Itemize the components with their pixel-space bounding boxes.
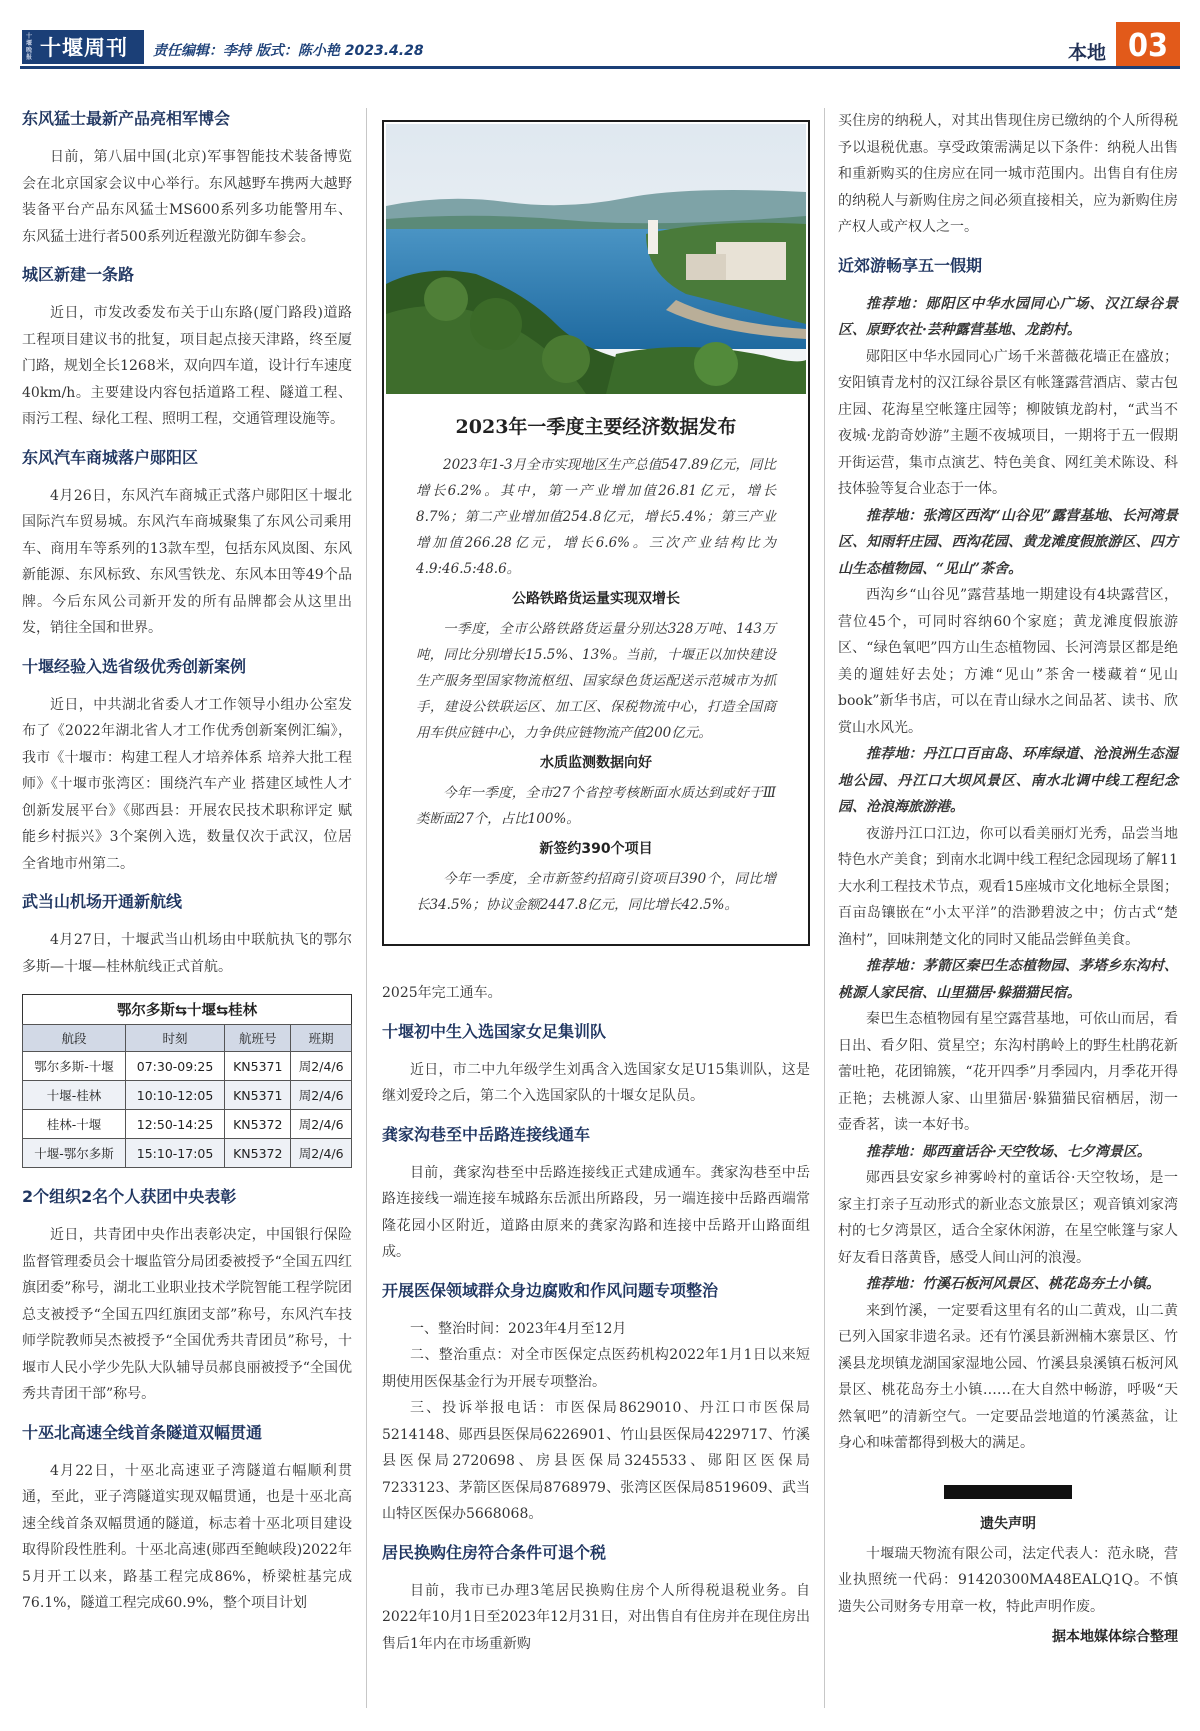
table-cell: 桂林-十堰 [23,1110,126,1139]
article-body: 4月22日，十巫北高速亚子湾隧道右幅顺利贯通，至此，亚子湾隧道实现双幅贯通，也是十巫北高速全线首条双幅贯通的隧道，标志着十巫北项目建设取得阶段性胜利。十巫北高速(郧西至鲍峡段)2022年5月开工以来，路基工程完成86%，桥梁桩基完成76.1%，隧道工程完成60.9%，整个项目计划 [22,1462,352,1611]
article-title: 十巫北高速全线首条隧道双幅贯通 [22,1422,263,1442]
table-cell: 12:50-14:25 [125,1110,224,1139]
article-body: 一、整治时间：2023年4月至12月 [410,1320,627,1337]
article-body: 近日，市发改委发布关于山东路(厦门路段)道路工程项目建议书的批复，项目起点接天津路，终至厦门路，规划全长1268米，双向四车道，设计行车速度40km/h。主要建设内容包括道路工程、隧道工程、雨污工程、绿化工程、照明工程，交通管理设施等。 [22,305,352,427]
recommendation-line: 推荐地：茅箭区秦巴生态植物园、茅塔乡东沟村、桃源人家民宿、山里猫居·躲猫猫民宿。 [838,958,1178,1001]
table-row [23,1081,352,1110]
notice-title: 遗失声明 [980,1515,1036,1532]
table-cell: 周2/4/6 [291,1052,352,1081]
feature-subtitle: 新签约390个项目 [539,841,653,857]
recommendation-line: 推荐地：丹江口百亩岛、环库绿道、沧浪洲生态湿地公园、丹江口大坝风景区、南水北调中线工程纪念园、沧浪海旅游港。 [838,746,1178,815]
article-body: 来到竹溪，一定要看这里有名的山二黄戏，山二黄已列入国家非遗名录。还有竹溪县新洲楠木寨景区、竹溪县龙坝镇龙湖国家湿地公园、竹溪县泉溪镇石板河风景区、桃花岛夯土小镇……在大自然中畅游，呼吸“天然氧吧”的清新空气。一定要品尝地道的竹溪蒸盆，让身心和味蕾都得到极大的满足。 [838,1302,1178,1451]
article-body: 日前，第八届中国(北京)军事智能技术装备博览会在北京国家会议中心举行。东风越野车携两大越野装备平台产品东风猛士MS600系列多功能警用车、东风猛士进行者500系列近程激光防御车参会。 [22,149,352,245]
article-title: 开展医保领域群众身边腐败和作风问题专项整治 [382,1280,719,1300]
lake-landscape-photo [386,124,806,394]
article-title: 近郊游畅享五一假期 [838,255,983,275]
article-body: 近日，共青团中央作出表彰决定，中国银行保险监督管理委员会十堰监管分局团委被授予“全国五四红旗团委”称号，湖北工业职业技术学院智能工程学院团总支被授予“全国五四红旗团支部”称号，东风汽车技师学院教师吴杰被授予“全国优秀共青团员”称号，十堰市人民小学少先队大队辅导员郝良丽被授予“全国优秀共青团干部”称号。 [22,1227,352,1402]
table-header: 航班号 [225,1025,291,1052]
article-continued: 2025年完工通车。 [382,985,502,1001]
article-title: 龚家沟巷至中岳路连接线通车 [382,1124,591,1144]
table-cell: 周2/4/6 [291,1110,352,1139]
article-body: 郧西县安家乡神雾岭村的童话谷·天空牧场，是一家主打亲子互动形式的新业态文旅景区；观音镇刘家湾村的七夕湾景区，适合全家休闲游，在星空帐篷与家人好友看日落黄昏，感受人间山河的浪漫。 [838,1170,1178,1266]
recommendation-line: 推荐地：郧西童话谷·天空牧场、七夕湾景区。 [866,1143,1151,1160]
recommendation-line: 推荐地：竹溪石板河风景区、桃花岛夯土小镇。 [866,1276,1160,1292]
article-body: 二、整治重点：对全市医保定点医药机构2022年1月1日以来短期使用医保基金行为开展专项整治。 [382,1347,810,1390]
recommendation-line: 推荐地：郧阳区中华水园同心广场、汉江绿谷景区、原野农社·芸种露营基地、龙韵村。 [838,295,1178,338]
article-title: 2个组织2名个人获团中央表彰 [22,1187,237,1206]
feature-paragraph: 一季度，全市公路铁路货运量分别达328万吨、143万吨，同比分别增长15.5%、13%。当前，十堰正以加快建设生产服务型国家物流枢纽、国家绿色货运配送示范城市为抓手，建设公铁联运区、加工区、保税物流中心，打造全国商用车供应链中心，力争供应链物流产值200亿元。 [416,621,776,741]
table-row [23,1052,352,1081]
article-title: 十堰初中生入选国家女足集训队 [382,1021,607,1041]
feature-subtitle: 水质监测数据向好 [540,755,652,771]
masthead-rule [20,66,1180,69]
article-title: 武当山机场开通新航线 [22,892,183,911]
column-right [838,108,1178,1646]
article-body: 近日，中共湖北省委人才工作领导小组办公室发布了《2022年湖北省人才工作优秀创新案例汇编》，我市《十堰市：构建工程人才培养体系 培养大批工程师》《十堰市张湾区：围绕汽车产业 搭建区域性人才创新发展平台》《郧西县：开展农民技术职称评定 赋能乡村振兴》3个案例入选，数量仅次于武汉，位居全省地市州第二。 [22,696,352,872]
article-continued: 买住房的纳税人，对其出售现住房已缴纳的个人所得税予以退税优惠。享受政策需满足以下条件：纳税人出售和重新购买的住房应在同一城市范围内。出售自有住房的纳税人与新购住房之间必须直接相关，应为新购住房产权人或产权人之一。 [838,113,1178,235]
column-divider [366,108,367,1708]
article-body: 目前，龚家沟巷至中岳路连接线正式建成通车。龚家沟巷至中岳路连接线一端连接车城路东岳派出所路段，另一端连接中岳路西端常隆花园小区附近，道路由原来的龚家沟路和连接中岳路开山路面组成。 [382,1164,810,1260]
article-body: 夜游丹江口江边，你可以看美丽灯光秀，品尝当地特色水产美食；到南水北调中线工程纪念园现场了解11大水利工程技术节点，观看15座城市文化地标全景图；百亩岛镶嵌在“小太平洋”的浩渺碧波之中；仿古式“楚渔村”，回味荆楚文化的同时又能品尝鲜鱼美食。 [838,825,1178,948]
table-header: 时刻 [125,1025,224,1052]
table-header: 航段 [23,1025,126,1052]
table-cell: KN5372 [225,1110,291,1139]
article-title: 城区新建一条路 [22,265,135,284]
logo-tiny-text: 十堰晚报 [26,33,34,61]
feature-subtitle: 公路铁路货运量实现双增长 [512,591,680,607]
logo-text: 十堰周刊 [40,35,128,60]
newspaper-logo [22,30,144,64]
table-cell: 07:30-09:25 [125,1052,224,1081]
article-body: 西沟乡“山谷见”露营基地一期建设有4块露营区，营位45个，可同时容纳60个家庭；黄龙滩度假旅游区、“绿色氧吧”四方山生态植物园、长河湾景区都是绝美的遛娃好去处；方滩“见山”茶舍一楼藏着“见山book”新华书店，可以在青山绿水之间品茗、读书、欣赏山水风光。 [838,587,1178,736]
article-title: 居民换购住房符合条件可退个税 [382,1542,607,1562]
feature-body [416,452,776,924]
article-body: 三、投诉举报电话：市医保局8629010、丹江口市医保局5214148、郧西县医保局6226901、竹山县医保局4229717、竹溪县医保局2720698、房县医保局3245533、郧阳区医保局7233123、茅箭区医保局8768979、张湾区医保局8519609、武当山特区医保办5668068。 [382,1400,810,1522]
table-cell: 10:10-12:05 [125,1081,224,1110]
article-body: 近日，市二中九年级学生刘禹含入选国家女足U15集训队，这是继刘爱玲之后，第二个入选国家队的十堰女足队员。 [382,1061,810,1104]
section-label: 本地 [1067,42,1106,64]
column-middle-lower [382,980,810,1671]
feature-paragraph: 今年一季度，全市27个省控考核断面水质达到或好于Ⅲ类断面27个，占比100%。 [416,785,776,827]
flight-schedule-table [22,994,352,1168]
table-row [23,1139,352,1168]
table-row [23,1110,352,1139]
article-body: 目前，我市已办理3笔居民换购住房个人所得税退税业务。自2022年10月1日至2023年12月31日，对出售自有住房并在现住房出售后1年内在市场重新购 [382,1582,810,1652]
article-title: 十堰经验入选省级优秀创新案例 [22,656,247,676]
editor-credits: 责任编辑：李持 版式：陈小艳 2023.4.28 [153,43,424,59]
article-body: 4月26日，东风汽车商城正式落户郧阳区十堰北国际汽车贸易城。东风汽车商城聚集了东风公司乘用车、商用车等系列的13款车型，包括东风岚图、东风新能源、东风标致、东风雪铁龙、东风本田等49个品牌。今后东风公司新开发的所有品牌都会从这里出发，销往全国和世界。 [22,487,352,636]
article-title: 东风汽车商城落户郧阳区 [22,447,199,467]
notice-divider-bar [944,1485,1072,1499]
article-body: 郧阳区中华水园同心广场千米蔷薇花墙正在盛放；安阳镇青龙村的汉江绿谷景区有帐篷露营酒店、蒙古包庄园、花海星空帐篷庄园等；柳陂镇龙韵村，“武当不夜城·龙韵奇妙游”主题不夜城项目，一期将于五一假期开街运营，集市点演艺、特色美食、网红美术陈设、科技体验等复合业态于一体。 [838,348,1178,497]
masthead [20,18,1180,70]
source-credit: 据本地媒体综合整理 [1052,1629,1178,1645]
table-cell: KN5371 [225,1052,291,1081]
table-cell: 周2/4/6 [291,1139,352,1168]
table-cell: 十堰-桂林 [23,1081,126,1110]
recommendation-line: 推荐地：张湾区西沟“山谷见”露营基地、长河湾景区、知雨轩庄园、西沟花园、黄龙滩度假旅游区、四方山生态植物园、“见山”茶舍。 [838,507,1178,577]
article-title: 东风猛士最新产品亮相军博会 [22,109,231,128]
article-body: 4月27日，十堰武当山机场由中联航执飞的鄂尔多斯—十堰—桂林航线正式首航。 [22,932,352,975]
feature-title: 2023年一季度主要经济数据发布 [455,416,737,438]
column-left [22,108,352,1631]
feature-paragraph: 今年一季度，全市新签约招商引资项目390个，同比增长34.5%；协议金额2447.8亿元，同比增长42.5%。 [416,871,776,913]
notice-body: 十堰瑞天物流有限公司，法定代表人：范永晓，营业执照统一代码：91420300MA48EALQ1Q。不慎遗失公司财务专用章一枚，特此声明作废。 [838,1545,1178,1615]
table-cell: 鄂尔多斯-十堰 [23,1052,126,1081]
table-header: 班期 [291,1025,352,1052]
feature-paragraph: 2023年1-3月全市实现地区生产总值547.89亿元，同比增长6.2%。其中，第一产业增加值26.81亿元，增长8.7%；第二产业增加值254.8亿元，增长5.4%；第三产业增加值266.28亿元，增长6.6%。三次产业结构比为4.9:46.5:48.6。 [416,457,776,577]
article-body: 秦巴生态植物园有星空露营基地，可依山而居，看日出、看夕阳、赏星空；东沟村鹃岭上的野生杜鹃花新蕾吐艳，花团锦簇，“花开四季”月季园内，月季花开得正艳；去桃源人家、山里猫居·躲猫猫民宿栖居，沏一壶香茗，读一本好书。 [838,1011,1178,1133]
economic-data-feature-box [382,120,810,946]
table-cell: KN5371 [225,1081,291,1110]
page-number: 03 [1116,22,1180,68]
table-cell: 十堰-鄂尔多斯 [23,1139,126,1168]
lake-photo-illustration [386,124,806,394]
table-cell: 15:10-17:05 [125,1139,224,1168]
column-divider [824,108,825,1708]
flight-table-caption: 鄂尔多斯⇆十堰⇆桂林 [22,994,352,1024]
table-cell: 周2/4/6 [291,1081,352,1110]
table-cell: KN5372 [225,1139,291,1168]
